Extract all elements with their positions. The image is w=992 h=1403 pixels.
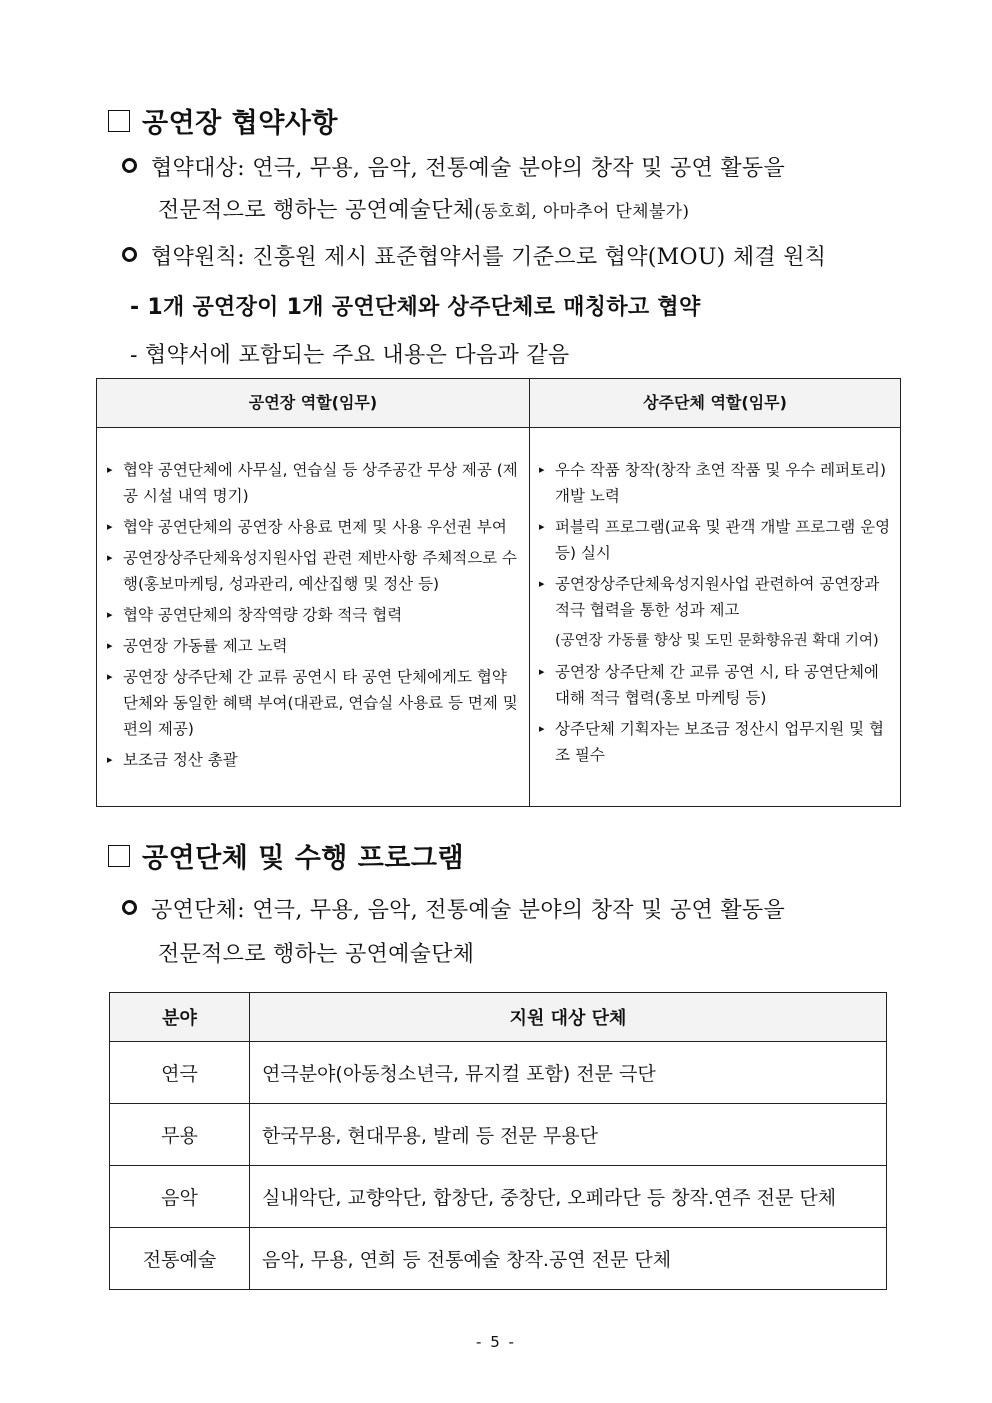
list-item: ▸ 협약 공연단체의 창작역량 강화 적극 협력 bbox=[105, 602, 520, 628]
list-note: (공연장 가동률 향상 및 도민 문화향유권 확대 기여) bbox=[555, 633, 879, 649]
venue-role-header: 공연장 역할(임무) bbox=[248, 393, 378, 412]
circle-bullet-icon bbox=[122, 247, 137, 262]
program-table bbox=[109, 992, 887, 1290]
category-cell: 연극 bbox=[110, 1042, 250, 1104]
target-cell: 실내악단, 교향악단, 합창단, 중창단, 오페라단 등 창작.연주 전문 단체 bbox=[250, 1166, 887, 1228]
agreement-target-line2: 전문적으로 행하는 공연예술단체(동호회, 아마추어 단체불가) bbox=[158, 198, 690, 223]
table-row bbox=[110, 1104, 887, 1166]
circle-bullet-icon bbox=[122, 158, 137, 173]
target-cell: 한국무용, 현대무용, 발레 등 전문 무용단 bbox=[250, 1104, 887, 1166]
list-item: ▸ 보조금 정산 총괄 bbox=[105, 747, 520, 773]
category-cell: 무용 bbox=[110, 1104, 250, 1166]
role-table bbox=[96, 378, 901, 807]
category-header: 분야 bbox=[110, 993, 250, 1042]
table-row bbox=[110, 1166, 887, 1228]
list-item: ▸ 상주단체 기획자는 보조금 정산시 업무지원 및 협조 필수 bbox=[537, 716, 892, 768]
venue-role-list bbox=[105, 457, 520, 778]
table-header-row bbox=[110, 993, 887, 1042]
page-number: - 5 - bbox=[476, 1333, 516, 1351]
list-item: ▸ 공연장 상주단체 간 교류 공연 시, 타 공연단체에 대해 적극 협력(홍보 마케팅 등) bbox=[537, 659, 892, 711]
circle-bullet-icon bbox=[122, 900, 137, 915]
list-item: ▸ 우수 작품 창작(창작 초연 작품 및 우수 레퍼토리) 개발 노력 bbox=[537, 457, 892, 509]
section-heading-programs bbox=[108, 836, 464, 875]
target-cell: 연극분야(아동청소년극, 뮤지컬 포함) 전문 극단 bbox=[250, 1042, 887, 1104]
performing-group-line1: 공연단체: 연극, 무용, 음악, 전통예술 분야의 창작 및 공연 활동을 bbox=[122, 893, 785, 924]
list-item: ▸ 공연장상주단체육성지원사업 관련 제반사항 주체적으로 수행(홍보마케팅, 성과관리, 예산집행 및 정산 등) bbox=[105, 545, 520, 597]
list-item: ▸ 공연장 상주단체 간 교류 공연시 타 공연 단체에게도 협약단체와 동일한 혜택 부여(대관료, 연습실 사용료 등 면제 및 편의 제공) bbox=[105, 664, 520, 742]
category-cell: 전통예술 bbox=[110, 1228, 250, 1290]
section-title: 공연장 협약사항 bbox=[142, 108, 338, 139]
list-item: ▸ 협약 공연단체에 사무실, 연습실 등 상주공간 무상 제공 (제공 시설 내역 명기) bbox=[105, 457, 520, 509]
resident-role-list bbox=[537, 457, 892, 773]
agreement-target-line1: 협약대상: 연극, 무용, 음악, 전통예술 분야의 창작 및 공연 활동을 bbox=[122, 151, 785, 182]
table-row bbox=[110, 1042, 887, 1104]
agreement-principle: 협약원칙: 진흥원 제시 표준협약서를 기준으로 협약(MOU) 체결 원칙 bbox=[122, 240, 826, 271]
dash-item-matching: - 1개 공연장이 1개 공연단체와 상주단체로 매칭하고 협약 bbox=[130, 295, 701, 320]
target-cell: 음악, 무용, 연희 등 전통예술 창작.공연 전문 단체 bbox=[250, 1228, 887, 1290]
section-title: 공연단체 및 수행 프로그램 bbox=[142, 843, 465, 874]
target-header: 지원 대상 단체 bbox=[250, 993, 887, 1042]
list-item: ▸ 퍼블릭 프로그램(교육 및 관객 개발 프로그램 운영 등) 실시 bbox=[537, 514, 892, 566]
section-heading-venue-agreement bbox=[108, 101, 338, 140]
checkbox-square-icon bbox=[108, 110, 130, 132]
category-cell: 음악 bbox=[110, 1166, 250, 1228]
resident-role-header: 상주단체 역할(임무) bbox=[643, 393, 787, 412]
list-item: ▸ 공연장 가동률 제고 노력 bbox=[105, 633, 520, 659]
list-item: ▸ 공연장상주단체육성지원사업 관련하여 공연장과 적극 협력을 통한 성과 제고 bbox=[537, 571, 892, 623]
list-item: ▸ 협약 공연단체의 공연장 사용료 면제 및 사용 우선권 부여 bbox=[105, 514, 520, 540]
checkbox-square-icon bbox=[108, 845, 130, 867]
performing-group-line2: 전문적으로 행하는 공연예술단체 bbox=[158, 942, 475, 967]
dash-item-contents: - 협약서에 포함되는 주요 내용은 다음과 같음 bbox=[130, 343, 570, 368]
table-row bbox=[110, 1228, 887, 1290]
